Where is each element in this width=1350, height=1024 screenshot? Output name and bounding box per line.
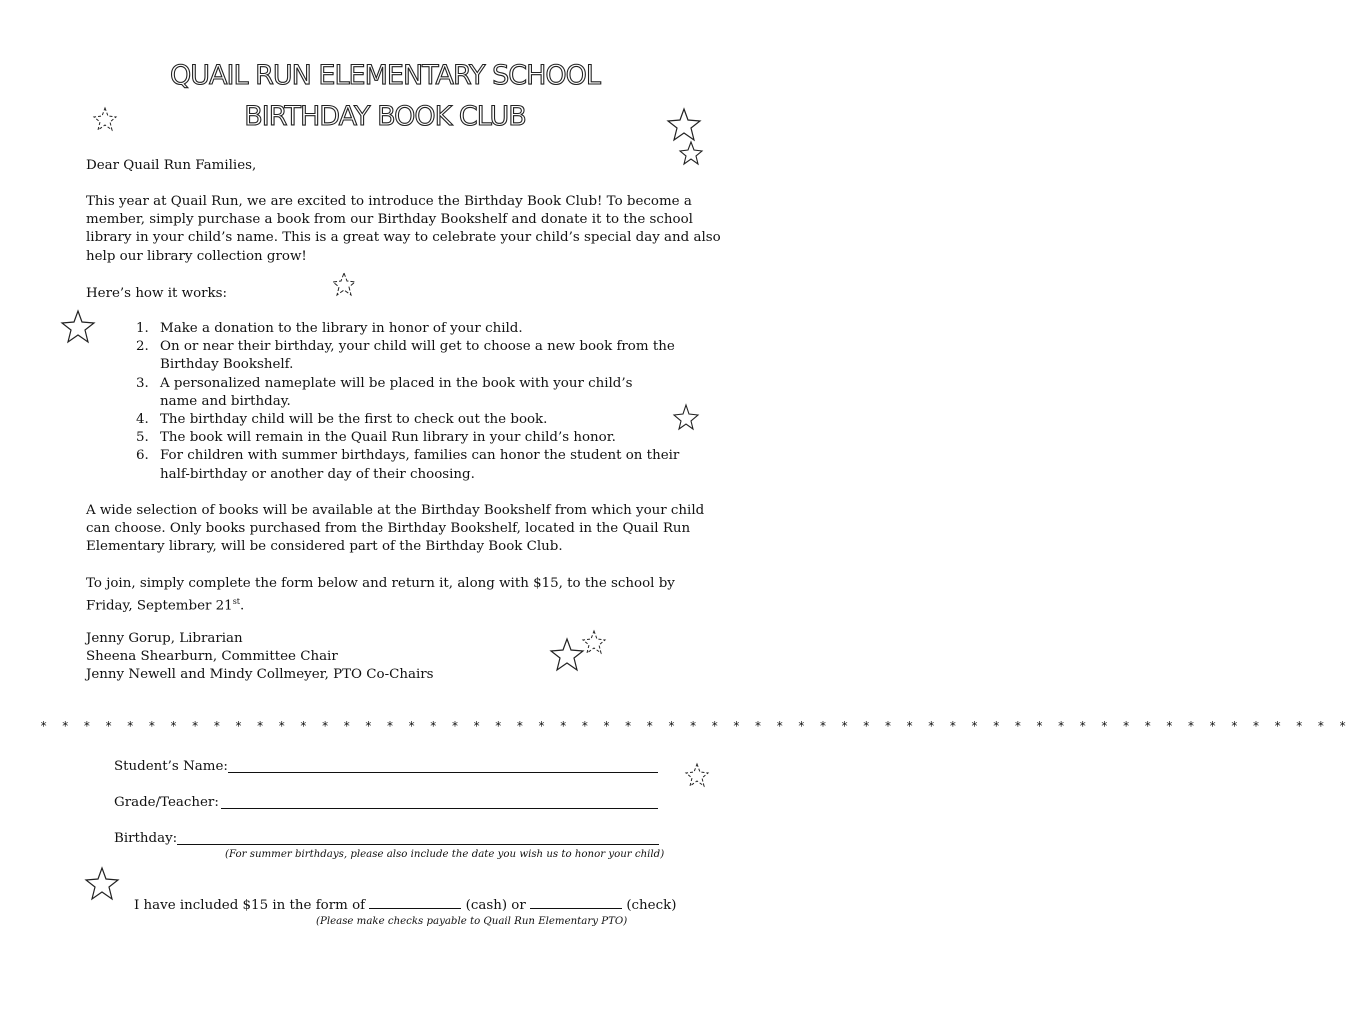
step-number: 2. bbox=[136, 339, 149, 355]
step-text: The birthday child will be the first to check out the book. bbox=[160, 412, 548, 428]
student-name-line[interactable] bbox=[228, 772, 658, 773]
signature-librarian: Jenny Gorup, Librarian bbox=[86, 631, 243, 646]
join-paragraph bbox=[86, 575, 716, 616]
star-doodle-icon bbox=[331, 271, 357, 297]
star-doodle-icon bbox=[84, 866, 120, 902]
birthday-line[interactable] bbox=[177, 844, 659, 845]
birthday-field[interactable] bbox=[114, 830, 177, 848]
step-text: Make a donation to the library in honor of your child. bbox=[160, 321, 523, 336]
step-number: 3. bbox=[136, 375, 149, 391]
step-number: 1. bbox=[136, 321, 149, 336]
step-number: 5. bbox=[136, 430, 149, 446]
date-suffix: st bbox=[232, 597, 241, 607]
star-doodle-icon bbox=[92, 106, 118, 132]
steps-list bbox=[131, 320, 716, 484]
cash-label: (cash) or bbox=[465, 898, 526, 913]
step-text: For children with summer birthdays, families can honor the student on their half-birthday or another day of their choosing. bbox=[160, 448, 680, 482]
star-doodle-icon bbox=[666, 107, 702, 143]
list-item bbox=[131, 320, 716, 338]
signature-block bbox=[86, 630, 726, 685]
star-doodle-icon bbox=[672, 403, 700, 431]
list-item bbox=[131, 447, 695, 483]
payment-prefix: I have included $15 in the form of bbox=[134, 898, 366, 913]
school-name-title: QUAIL RUN ELEMENTARY SCHOOL bbox=[170, 60, 600, 91]
birthday-label: Birthday: bbox=[114, 831, 178, 846]
join-end: . bbox=[240, 598, 245, 614]
check-payable-note: (Please make checks payable to Quail Run Elementary PTO) bbox=[316, 916, 628, 927]
list-item bbox=[131, 429, 716, 447]
selection-paragraph: A wide selection of books will be available at the Birthday Bookshelf from which your child can choose. Only books purchased from the Birthday Bookshelf, located in the Quail Run Elementary library, will be considered part of the Birthday Book Club. bbox=[86, 503, 705, 555]
payment-line bbox=[134, 898, 676, 913]
star-doodle-icon bbox=[684, 762, 710, 788]
grade-teacher-field[interactable] bbox=[114, 794, 219, 812]
greeting: Dear Quail Run Families, bbox=[86, 158, 257, 173]
join-text: To join, simply complete the form below and return it, along with $15, to the school by Friday, September 21 bbox=[86, 576, 675, 614]
grade-teacher-line[interactable] bbox=[221, 808, 658, 809]
student-name-label: Student’s Name: bbox=[114, 759, 228, 774]
signature-pto-chairs: Jenny Newell and Mindy Collmeyer, PTO Co-Chairs bbox=[86, 667, 434, 683]
cut-line-divider: * * * * * * * * * * * * * * * * * * * * * * * * * * * * * * * * * * * * * * * * * * * * * * * * * * * * * * * * * * * * * bbox=[40, 719, 1350, 733]
star-doodle-icon bbox=[678, 140, 704, 166]
step-number: 6. bbox=[136, 448, 149, 464]
club-name-title: BIRTHDAY BOOK CLUB bbox=[244, 101, 526, 132]
step-number: 4. bbox=[136, 412, 149, 428]
check-amount-blank[interactable] bbox=[530, 908, 622, 909]
birthday-note: (For summer birthdays, please also include the date you wish us to honor your child) bbox=[225, 849, 665, 860]
star-doodle-icon bbox=[60, 309, 96, 345]
list-item bbox=[131, 375, 665, 411]
step-text: The book will remain in the Quail Run library in your child’s honor. bbox=[160, 430, 616, 446]
list-item bbox=[131, 411, 716, 429]
grade-teacher-label: Grade/Teacher: bbox=[114, 795, 219, 810]
check-label: (check) bbox=[626, 898, 677, 913]
step-text: A personalized nameplate will be placed in the book with your child’s name and birthday. bbox=[160, 375, 633, 409]
signature-committee-chair: Sheena Shearburn, Committee Chair bbox=[86, 649, 338, 665]
cash-amount-blank[interactable] bbox=[369, 908, 461, 909]
star-doodle-icon bbox=[549, 637, 585, 673]
student-name-field[interactable] bbox=[114, 758, 228, 776]
intro-paragraph: This year at Quail Run, we are excited to introduce the Birthday Book Club! To become a member, simply purchase a book from our Birthday Bookshelf and donate it to the school library in your child’s name. This is a great way to celebrate your child’s special day and also help our library collection grow! bbox=[86, 194, 721, 264]
list-item bbox=[131, 338, 716, 374]
star-doodle-icon bbox=[581, 629, 607, 655]
how-it-works-heading: Here’s how it works: bbox=[86, 286, 228, 301]
step-text: On or near their birthday, your child will get to choose a new book from the Birthday Bookshelf. bbox=[160, 339, 675, 373]
